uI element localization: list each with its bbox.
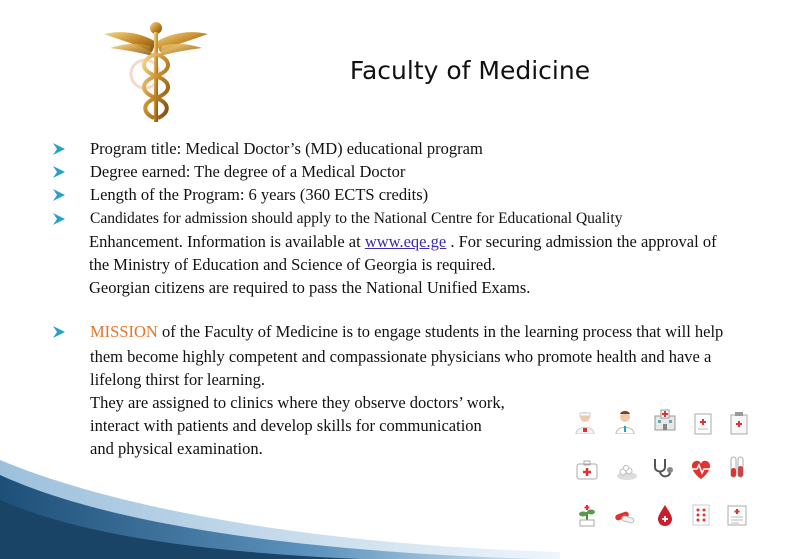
page-title: Faculty of Medicine [349,56,591,85]
hospital-icon [652,406,678,432]
admission-line-3: the Ministry of Education and Science of Georgia is required. [89,255,496,274]
mission-line-1 [90,321,723,343]
mission-line-4: They are assigned to clinics where they observe doctors’ work, [90,393,505,412]
decorative-swoosh [0,440,560,559]
medical-icons-grid [570,400,770,540]
blood-drop-icon [652,502,678,528]
medical-chart-icon [726,410,752,436]
bullet-label: Length of the Program: 6 years (360 ECTS credits) [90,185,429,204]
mission-line-3: lifelong thirst for learning. [90,370,266,389]
heartbeat-icon [688,456,714,482]
capsules-icon [612,504,638,530]
arrow-bullet-icon [52,212,66,226]
eqe-link[interactable]: www.eqe.ge [364,232,447,251]
nurse-icon [572,408,598,434]
medical-form-icon [724,502,750,528]
mission-line-2: them become highly competent and compassionate physicians who promote health and have a [90,347,712,366]
dice-icon [688,502,714,528]
admission-line-4: Georgian citizens are required to pass the National Unified Exams. [89,278,531,297]
first-aid-kit-icon [574,456,600,482]
admission-line-2 [89,231,717,253]
bullet-label: Program title: Medical Doctor’s (MD) educational program [90,139,483,158]
caduceus-logo-icon [100,14,212,124]
pills-icon [614,458,640,484]
mission-line-1-rest: of the Faculty of Medicine is to engage students in the learning process that will help [157,322,724,341]
admission-line-2-text: Enhancement. Information is available at [89,232,365,251]
plant-cross-icon [574,502,600,528]
doctor-icon [612,408,638,434]
admission-line-1: Candidates for admission should apply to the National Centre for Educational Quality [90,210,623,227]
mission-line-6: and physical examination. [90,439,263,458]
admission-line-2-rest: . For securing admission the approval of [446,232,717,251]
stethoscope-icon [650,456,676,482]
arrow-bullet-icon [52,142,66,156]
mission-keyword: MISSION [90,322,158,341]
arrow-bullet-icon [52,165,66,179]
clipboard-icon [690,410,716,436]
bullet-label: Degree earned: The degree of a Medical Doctor [90,162,406,181]
test-tubes-icon [724,454,750,480]
mission-line-5: interact with patients and develop skills for communication [90,416,482,435]
arrow-bullet-icon [52,325,66,339]
arrow-bullet-icon [52,188,66,202]
